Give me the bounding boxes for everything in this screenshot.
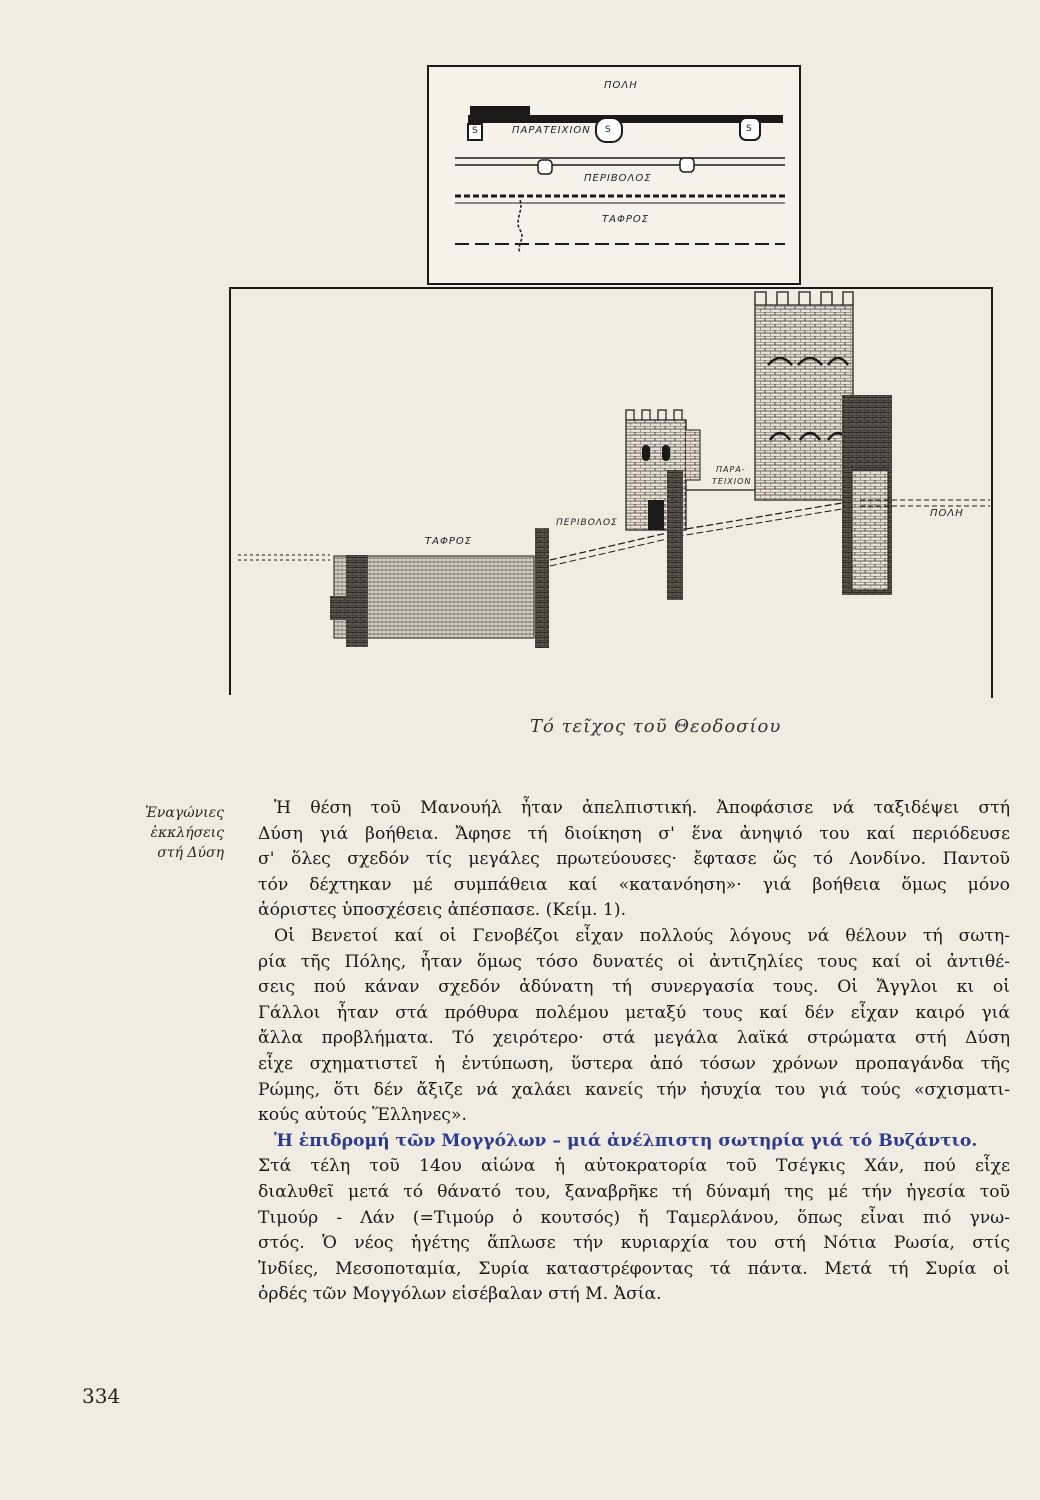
section-label-outer-wall-1: ΠΑΡΑ- (716, 465, 746, 474)
show-through-text (104, 1050, 224, 1063)
section-label-enclosure: ΠΕΡΙΒΟΛΟΣ (556, 518, 618, 528)
text-line: διαλυθεῖ μετά τό θάνατό του, ξαναβρῆκε τή δύναμή της μέ τήν ἡγεσία τοῦ (258, 1181, 1010, 1202)
section-label-outer-wall-2: ΤΕΙΧΙΟΝ (712, 477, 752, 486)
page-number: 334 (82, 1384, 121, 1408)
margin-note-line: Ἐναγώνιες (144, 805, 224, 821)
figure-caption: Τό τεῖχος τοῦ Θεοδοσίου (530, 716, 782, 737)
plan-label-outer-wall: ΠΑΡΑΤΕΙΧΙΟΝ (512, 125, 591, 136)
margin-note-line: ἐκκλήσεις (150, 825, 224, 841)
cross-section-view (230, 288, 992, 698)
plan-label-moat: ΤΑΦΡΟΣ (602, 214, 650, 225)
text-line: Ἡ θέση τοῦ Μανουήλ ἦταν ἀπελπιστική. Ἀποφάσισε νά ταξιδέψει στή (274, 798, 1010, 818)
text-line: ρία τῆς Πόλης, ἦταν ὅμως τόσο δυνατές οἱ ἀντιζηλίες τους καί οἱ ἀντιθέ- (258, 951, 1010, 972)
text-line: στός. Ὁ νέος ἡγέτης ἅπλωσε τήν κυριαρχία του στή Νότια Ρωσία, στίς (258, 1233, 1010, 1254)
text-line: τόν δέχτηκαν μέ συμπάθεια καί «κατανόηση»· γιά βοήθεια ὅμως μόνο (258, 874, 1010, 895)
paragraph (258, 924, 1010, 1129)
text-line: σεις πού κάναν σχεδόν ἀδύνατη τή συνεργασία τους. Οἱ Ἄγγλοι κι οἱ (258, 977, 1010, 998)
text-line: Ρώμης, ὅτι δέν ἄξιζε νά χαλάει κανείς τήν ἡσυχία του γιά τούς «σχισματι- (258, 1079, 1010, 1100)
plan-tower-mark-2: S (605, 125, 612, 135)
section-label-moat: ΤΑΦΡΟΣ (425, 536, 473, 547)
plan-label-enclosure: ΠΕΡΙΒΟΛΟΣ (584, 173, 652, 184)
paragraph (258, 796, 1010, 924)
text-line: Ἰνδίες, Μεσοποταμία, Συρία καταστρέφοντας τά πάντα. Μετά τή Συρία οἱ (258, 1258, 1010, 1279)
text-line: κούς αὐτούς Ἕλληνες». (258, 1105, 467, 1126)
text-line: Δύση γιά βοήθεια. Ἄφησε τή διοίκηση σ' ἕνα ἀνηψιό του καί περιόδευσε (258, 823, 1010, 844)
text-line: σ' ὅλες σχεδόν τίς μεγάλες πρωτεύουσες· ἔφτασε ὥς τό Λονδίνο. Παντοῦ (258, 849, 1010, 870)
plan-tower-mark-1: S (472, 126, 479, 136)
plan-label-city: ΠΟΛΗ (604, 80, 638, 91)
margin-note (100, 803, 224, 863)
text-line: Στά τέλη τοῦ 14ου αἰώνα ἡ αὐτοκρατορία τοῦ Τσέγκις Χάν, πού εἶχε (258, 1156, 1010, 1177)
section-heading: Ἡ ἐπιδρομή τῶν Μογγόλων – μιά ἀνέλπιστη σωτηρία γιά τό Βυζάντιο. (274, 1130, 978, 1151)
body-text (258, 796, 1010, 1308)
text-line: ἄλλα προβλήματα. Τό χειρότερο· στά μεγάλα λαϊκά στρώματα στή Δύση (258, 1028, 1010, 1049)
text-line: Γάλλοι ἦταν στά πρόθυρα πολέμου μεταξύ τους καί δέν εἶχαν καιρό γιά (258, 1002, 1010, 1023)
margin-note-line: στή Δύση (157, 845, 224, 861)
text-line: Οἱ Βενετοί καί οἱ Γενοβέζοι εἶχαν πολλούς λόγους νά θέλουν τή σωτη- (274, 925, 1010, 946)
text-line: Τιμούρ - Λάν (=Τιμούρ ὁ κουτσός) ἤ Ταμερλάνου, ὅπως εἶναι πιό γνω- (258, 1207, 1010, 1228)
section-label-city: ΠΟΛΗ (930, 508, 964, 519)
plan-tower-mark-3: S (746, 124, 753, 134)
text-line: ἀόριστες ὑποσχέσεις ἀπέσπασε. (Κείμ. 1). (258, 900, 627, 921)
paragraph (258, 1154, 1010, 1308)
text-line: ὀρδές τῶν Μογγόλων εἰσέβαλαν στή Μ. Ἀσία. (258, 1284, 662, 1305)
text-line: εἶχε σχηματιστεῖ ἡ ἐντύπωση, ὕστερα ἀπό τόσων χρόνων προπαγάνδα τῆς (258, 1053, 1010, 1074)
